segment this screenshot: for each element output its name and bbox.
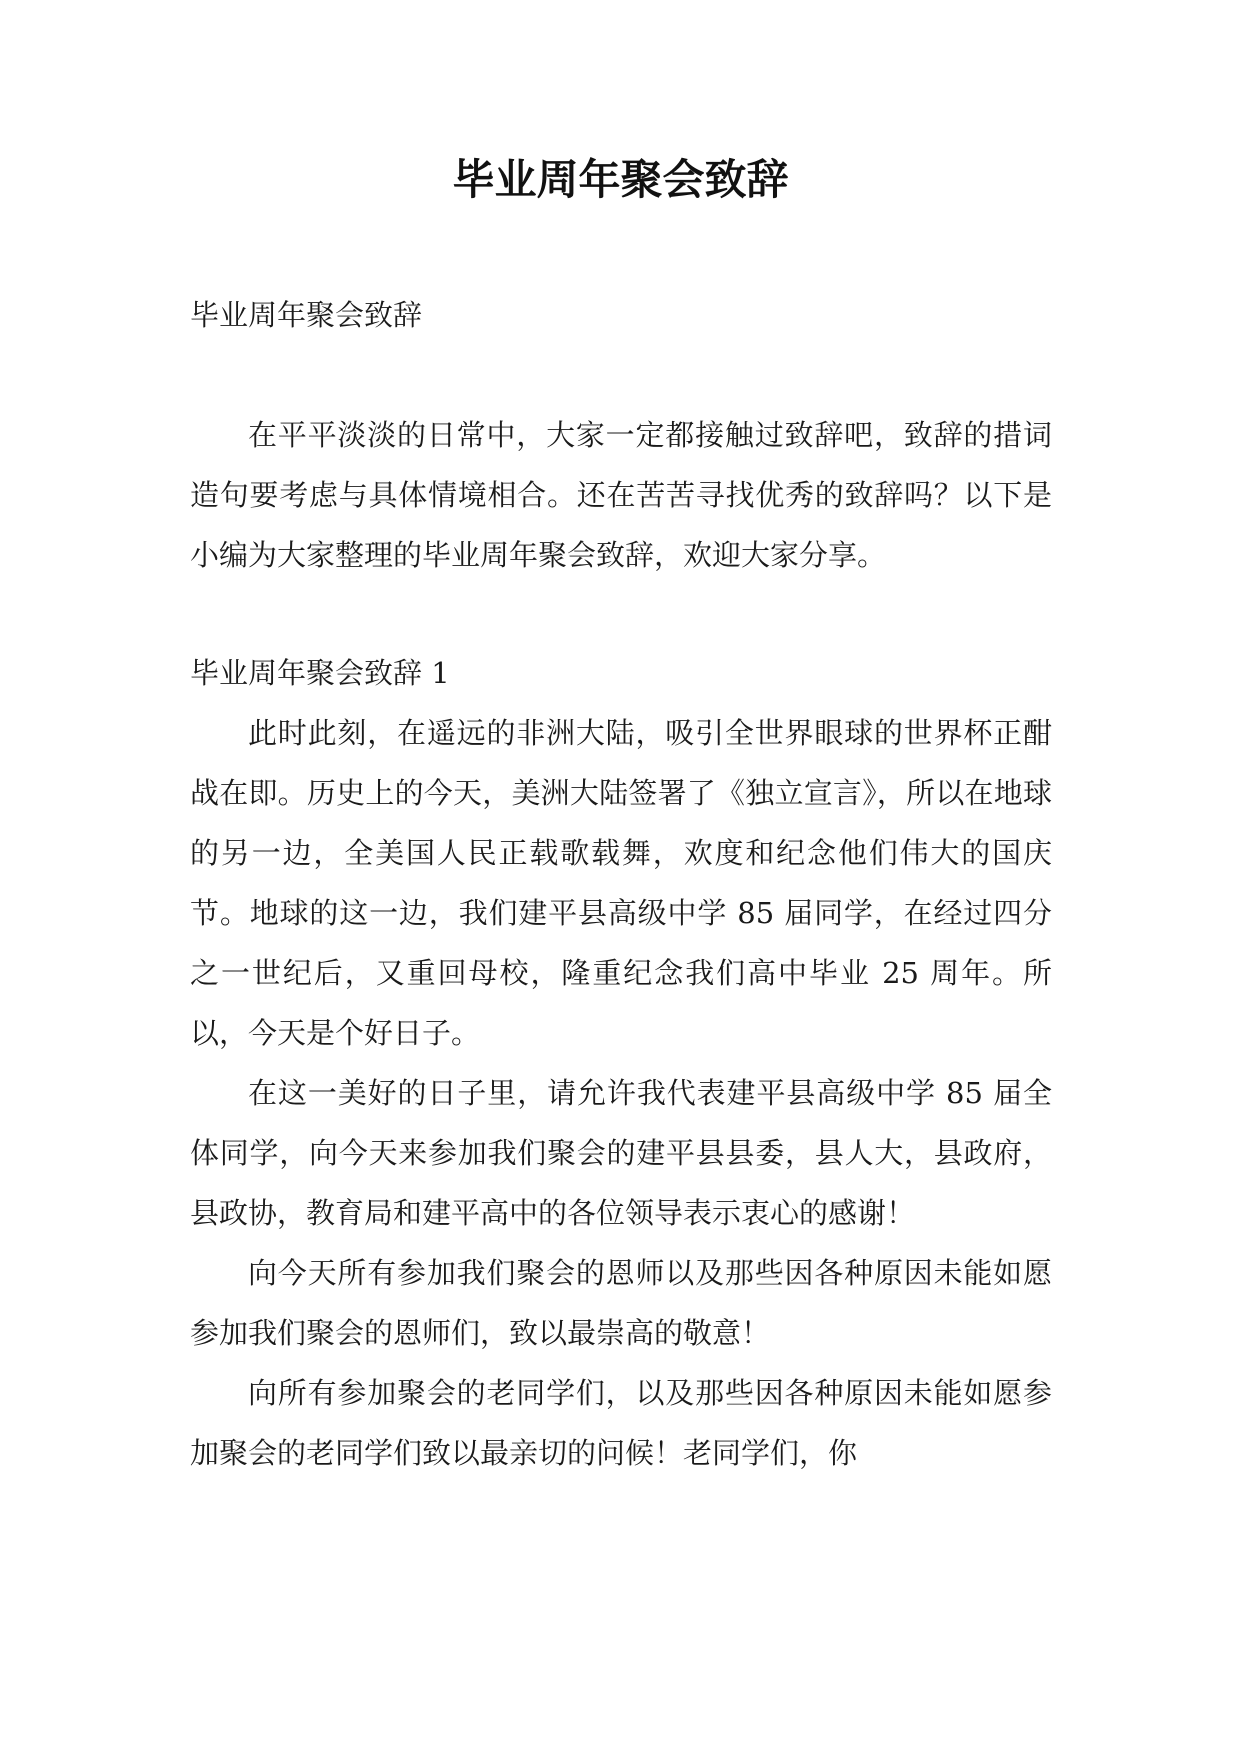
- document-body: [190, 285, 1052, 1483]
- body-paragraph-4: 向所有参加聚会的老同学们，以及那些因各种原因未能如愿参加聚会的老同学们致以最亲切的问候！老同学们，你: [190, 1376, 1052, 1470]
- intro-paragraph: 在平平淡淡的日常中，大家一定都接触过致辞吧，致辞的措词造句要考虑与具体情境相合。还在苦苦寻找优秀的致辞吗？以下是小编为大家整理的毕业周年聚会致辞，欢迎大家分享。: [190, 418, 1052, 572]
- subtitle: 毕业周年聚会致辞: [190, 298, 423, 332]
- document-title: 毕业周年聚会致辞: [452, 155, 789, 204]
- body-paragraph-1: 此时此刻，在遥远的非洲大陆，吸引全世界眼球的世界杯正酣战在即。历史上的今天，美洲大陆签署了《独立宣言》，所以在地球的另一边，全美国人民正载歌载舞，欢度和纪念他们伟大的国庆节。地球的这一边，我们建平县高级中学 85 届同学，在经过四分之一世纪后，又重回母校，隆重纪念我们高中毕业 25 周年。所以，今天是个好日子。: [190, 716, 1052, 1050]
- section-heading: 毕业周年聚会致辞 1: [190, 656, 450, 690]
- body-paragraph-2: 在这一美好的日子里，请允许我代表建平县高级中学 85 届全体同学，向今天来参加我们聚会的建平县县委，县人大，县政府，县政协，教育局和建平高中的各位领导表示衷心的感谢！: [190, 1076, 1052, 1230]
- body-paragraph-3: 向今天所有参加我们聚会的恩师以及那些因各种原因未能如愿参加我们聚会的恩师们，致以最崇高的敬意！: [190, 1256, 1052, 1350]
